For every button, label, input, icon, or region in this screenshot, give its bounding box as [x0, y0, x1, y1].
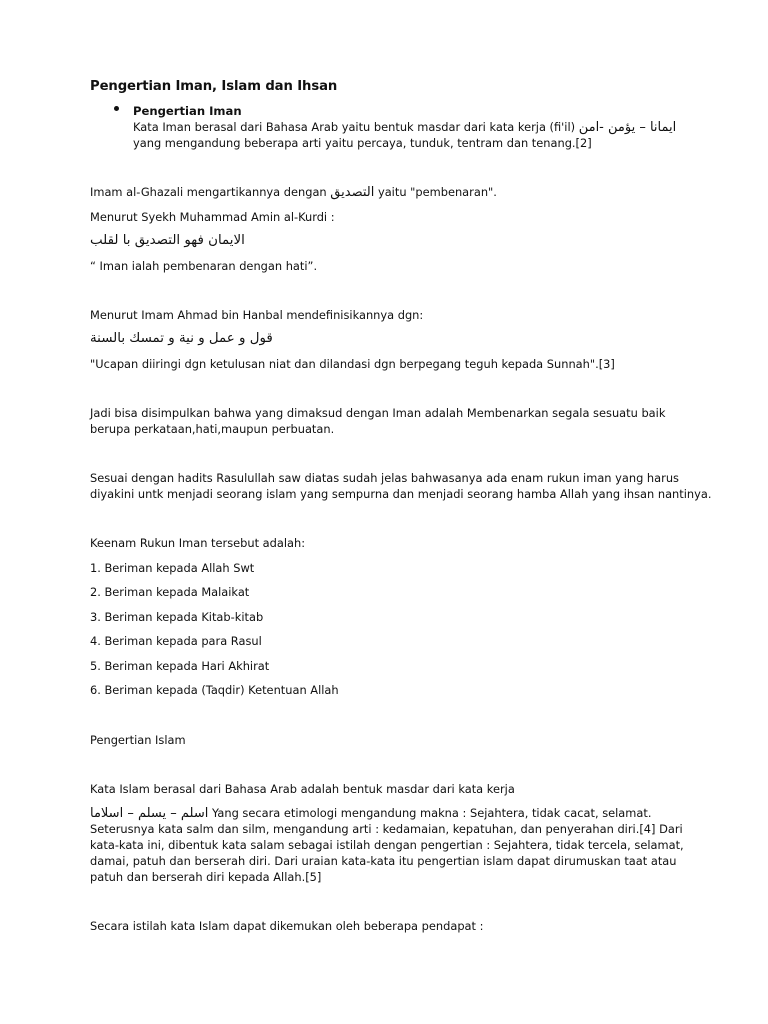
- hanbal-arabic: قول و عمل و نية و تمسك بالسنة: [90, 331, 273, 346]
- rukun-item: 6. Beriman kepada (Taqdir) Ketentuan Allah: [90, 683, 339, 697]
- iman-arabic-verbs: ايمانا – يؤمن -امن: [578, 120, 677, 135]
- kurdi-translation: “ Iman ialah pembenaran dengan hati”.: [90, 259, 318, 273]
- islam-etymology: Yang secara etimologi mengandung makna : Sejahtera, tidak cacat, selamat.: [208, 806, 652, 820]
- rukun-item: 2. Beriman kepada Malaikat: [90, 585, 250, 599]
- islam-arabic-verbs: اسلم – يسلم – اسلاما: [90, 806, 209, 821]
- islam-paragraph-line-2: Seterusnya kata salm dan silm, mengandung arti : kedamaian, kepatuhan, dan penyerahan diri.[4] Dari: [90, 822, 683, 836]
- islam-paragraph-line-5: patuh dan berserah diri kepada Allah.[5]: [90, 870, 322, 884]
- document-title: Pengertian Iman, Islam dan Ihsan: [90, 79, 338, 94]
- rukun-intro: Keenam Rukun Iman tersebut adalah:: [90, 536, 306, 550]
- ghazali-paragraph: [90, 185, 497, 201]
- ghazali-arabic: التصديق: [330, 185, 375, 200]
- ghazali-text: Imam al-Ghazali mengartikannya dengan: [90, 185, 331, 199]
- rukun-item: 5. Beriman kepada Hari Akhirat: [90, 659, 270, 673]
- iman-paragraph-line-1: [133, 120, 676, 136]
- kurdi-intro: Menurut Syekh Muhammad Amin al-Kurdi :: [90, 210, 335, 224]
- conclusion-line-1: Jadi bisa disimpulkan bahwa yang dimaksud dengan Iman adalah Membenarkan segala sesuatu baik: [90, 406, 666, 420]
- kurdi-arabic: الايمان فهو التصديق با لقلب: [90, 233, 245, 248]
- rukun-item: 4. Beriman kepada para Rasul: [90, 634, 262, 648]
- bullet-icon: [114, 106, 119, 111]
- islam-heading: Pengertian Islam: [90, 733, 186, 747]
- islam-paragraph-line-3: kata-kata ini, dibentuk kata salam sebagai istilah dengan pengertian : Sejahtera, tidak tercela, selamat,: [90, 838, 684, 852]
- iman-heading: Pengertian Iman: [133, 104, 242, 118]
- islam-intro: Kata Islam berasal dari Bahasa Arab adalah bentuk masdar dari kata kerja: [90, 782, 515, 796]
- islam-paragraph-line-1: [90, 806, 651, 822]
- istilah-intro: Secara istilah kata Islam dapat dikemukan oleh beberapa pendapat :: [90, 919, 484, 933]
- ghazali-text-after: yaitu "pembenaran".: [374, 185, 497, 199]
- hanbal-translation: "Ucapan diiringi dgn ketulusan niat dan dilandasi dgn berpegang teguh kepada Sunnah".[3]: [90, 357, 615, 371]
- islam-paragraph-line-4: damai, patuh dan berserah diri. Dari uraian kata-kata itu pengertian islam dapat dirumuskan taat atau: [90, 854, 677, 868]
- hadits-line-2: diyakini untk menjadi seorang islam yang sempurna dan menjadi seorang hamba Allah yang ihsan nantinya.: [90, 487, 712, 501]
- rukun-item: 1. Beriman kepada Allah Swt: [90, 561, 255, 575]
- hadits-line-1: Sesuai dengan hadits Rasulullah saw diatas sudah jelas bahwasanya ada enam rukun iman yang harus: [90, 471, 679, 485]
- iman-paragraph-line-2: yang mengandung beberapa arti yaitu percaya, tunduk, tentram dan tenang.[2]: [133, 136, 592, 150]
- iman-paragraph-text: Kata Iman berasal dari Bahasa Arab yaitu bentuk masdar dari kata kerja (fi'il): [133, 120, 579, 134]
- rukun-item: 3. Beriman kepada Kitab-kitab: [90, 610, 264, 624]
- conclusion-line-2: berupa perkataan,hati,maupun perbuatan.: [90, 422, 335, 436]
- hanbal-intro: Menurut Imam Ahmad bin Hanbal mendefinisikannya dgn:: [90, 308, 424, 322]
